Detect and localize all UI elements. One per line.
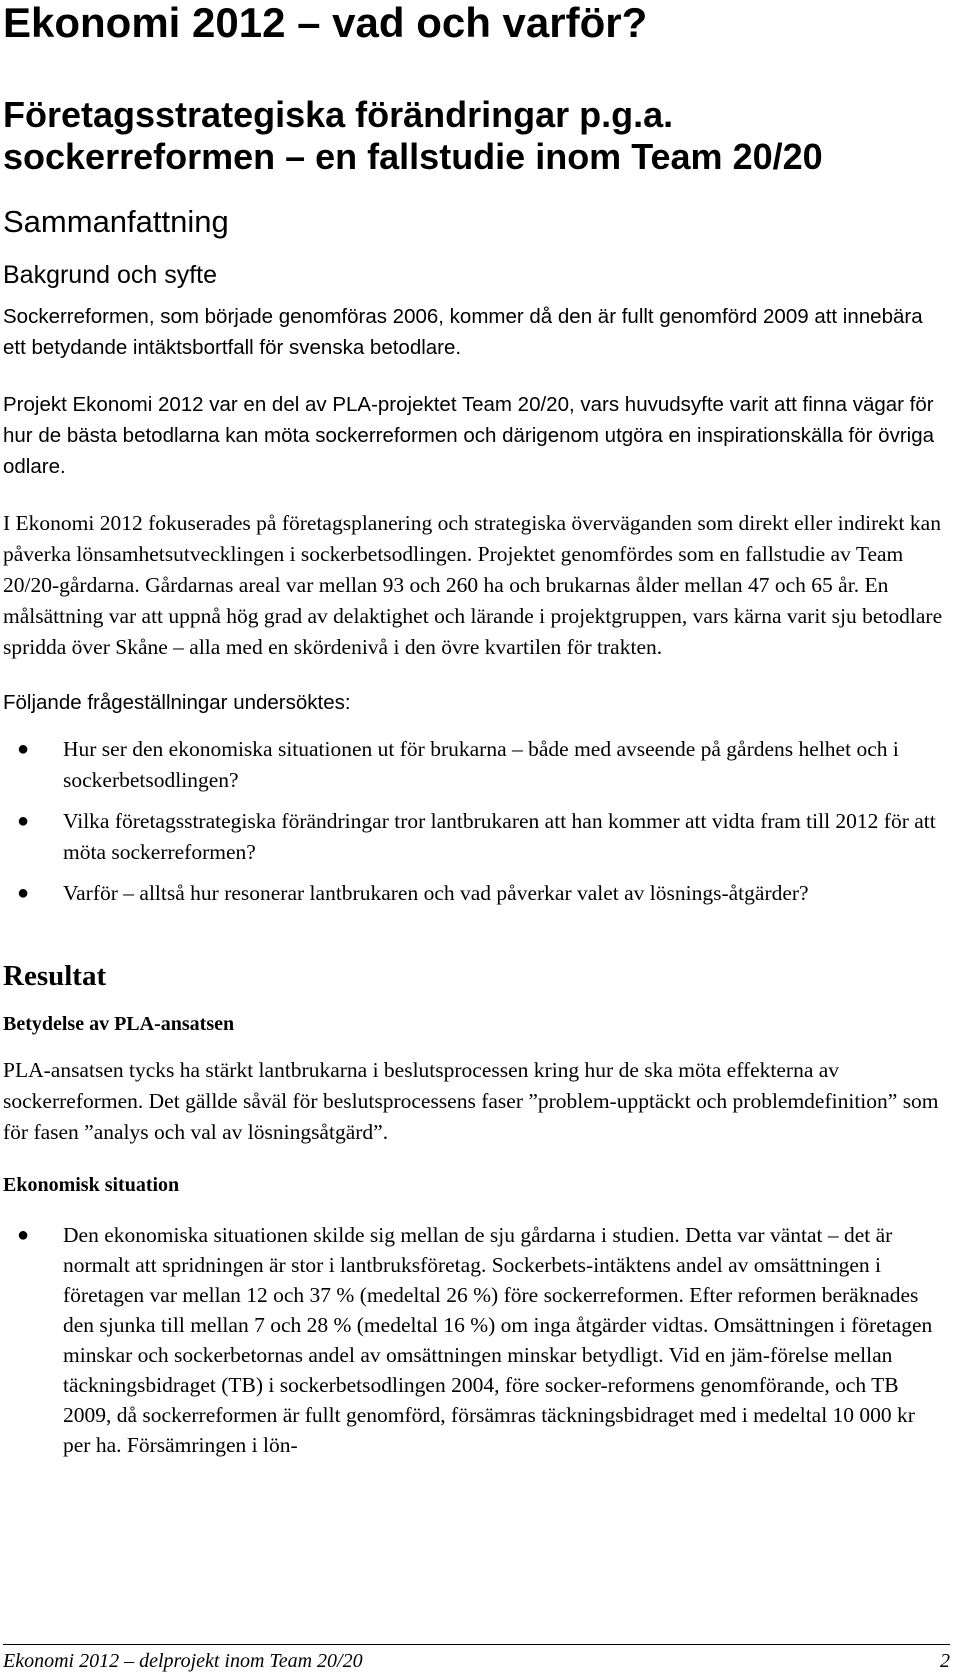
list-item-text: Den ekonomiska situationen skilde sig mellan de sju gårdarna i studien. Detta var väntat – det är normalt att spridningen är stor i lantbruksföretag. Sockerbets-intäktens andel av omsättningen i företagen var mellan 12 och 37 % (medeltal 26 %) före sockerreformen. Efter reformen beräknades den sjunka till mellan 7 och 28 % (medeltal 16 %) om inga åtgärder vidtas. Omsättningen i företagen minskar och sockerbetornas andel av omsättningen minskar betydligt. Vid en jäm-förelse mellan täckningsbidraget (TB) i sockerbetsodlingen 2004, före socker-reformens genomförande, och TB 2009, då sockerreformen är fullt genomförd, försämras täckningsbidraget med i medeltal 10 000 kr per ha. Försämringen i lön- [63, 1223, 933, 1457]
list-item [3, 1220, 946, 1460]
footer-divider [3, 1644, 950, 1645]
econ-heading: Ekonomisk situation [3, 1174, 180, 1196]
subtitle-line-2: sockerreformen – en fallstudie inom Team 20/20 [3, 136, 823, 177]
page-number: 2 [940, 1650, 950, 1672]
list-item [3, 806, 946, 868]
econ-list [3, 1220, 946, 1460]
results-heading: Resultat [3, 960, 107, 992]
bullet-icon: ● [17, 882, 30, 904]
list-item [3, 878, 946, 909]
pla-paragraph: PLA-ansatsen tycks ha stärkt lantbrukarna i beslutsprocessen kring hur de ska möta effekterna av sockerreformen. Det gällde såväl för beslutsprocessens faser ”problem-upptäckt och problemdefinition” som för fasen ”analys och val av lösningsåtgärd”. [3, 1058, 939, 1144]
bullet-icon: ● [17, 1224, 30, 1246]
bullet-icon: ● [17, 810, 30, 832]
list-item-text: Hur ser den ekonomiska situationen ut för brukarna – både med avseende på gårdens helhet och i sockerbetsodlingen? [63, 737, 899, 792]
background-paragraph: Sockerreformen, som började genomföras 2006, kommer då den är fullt genomförd 2009 att innebära ett betydande intäktsbortfall för svenska betodlare. [3, 305, 923, 359]
questions-intro: Följande frågeställningar undersöktes: [3, 691, 351, 714]
questions-list [3, 734, 946, 909]
pla-heading: Betydelse av PLA-ansatsen [3, 1013, 235, 1035]
background-heading: Bakgrund och syfte [3, 261, 218, 289]
summary-heading: Sammanfattning [3, 204, 229, 239]
footer-title: Ekonomi 2012 – delprojekt inom Team 20/20 [3, 1650, 363, 1672]
focus-paragraph: I Ekonomi 2012 fokuserades på företagsplanering och strategiska överväganden som direkt eller indirekt kan påverka lönsamhetsutvecklingen i sockerbetsodlingen. Projektet genomfördes som en fallstudie av Team 20/20-gårdarna. Gårdarnas areal var mellan 93 och 260 ha och brukarnas ålder mellan 47 och 65 år. En målsättning var att uppnå hög grad av delaktighet och lärande i projektgruppen, vars kärna varit sju betodlare spridda över Skåne – alla med en skördenivå i den övre kvartilen för trakten. [3, 511, 943, 659]
page-footer [3, 1648, 950, 1676]
list-item-text: Varför – alltså hur resonerar lantbrukaren och vad påverkar valet av lösnings-åtgärder? [63, 881, 809, 905]
list-item [3, 734, 946, 796]
bullet-icon: ● [17, 738, 30, 760]
project-paragraph: Projekt Ekonomi 2012 var en del av PLA-projektet Team 20/20, vars huvudsyfte varit att finna vägar för hur de bästa betodlarna kan möta sockerreformen och därigenom utgöra en inspirationskälla för övriga odlare. [3, 393, 934, 478]
document-title: Ekonomi 2012 – vad och varför? [3, 0, 648, 46]
document-subtitle [3, 94, 946, 178]
list-item-text: Vilka företagsstrategiska förändringar tror lantbrukaren att han kommer att vidta fram till 2012 för att möta sockerreformen? [63, 809, 936, 864]
subtitle-line-1: Företagsstrategiska förändringar p.g.a. [3, 94, 674, 135]
